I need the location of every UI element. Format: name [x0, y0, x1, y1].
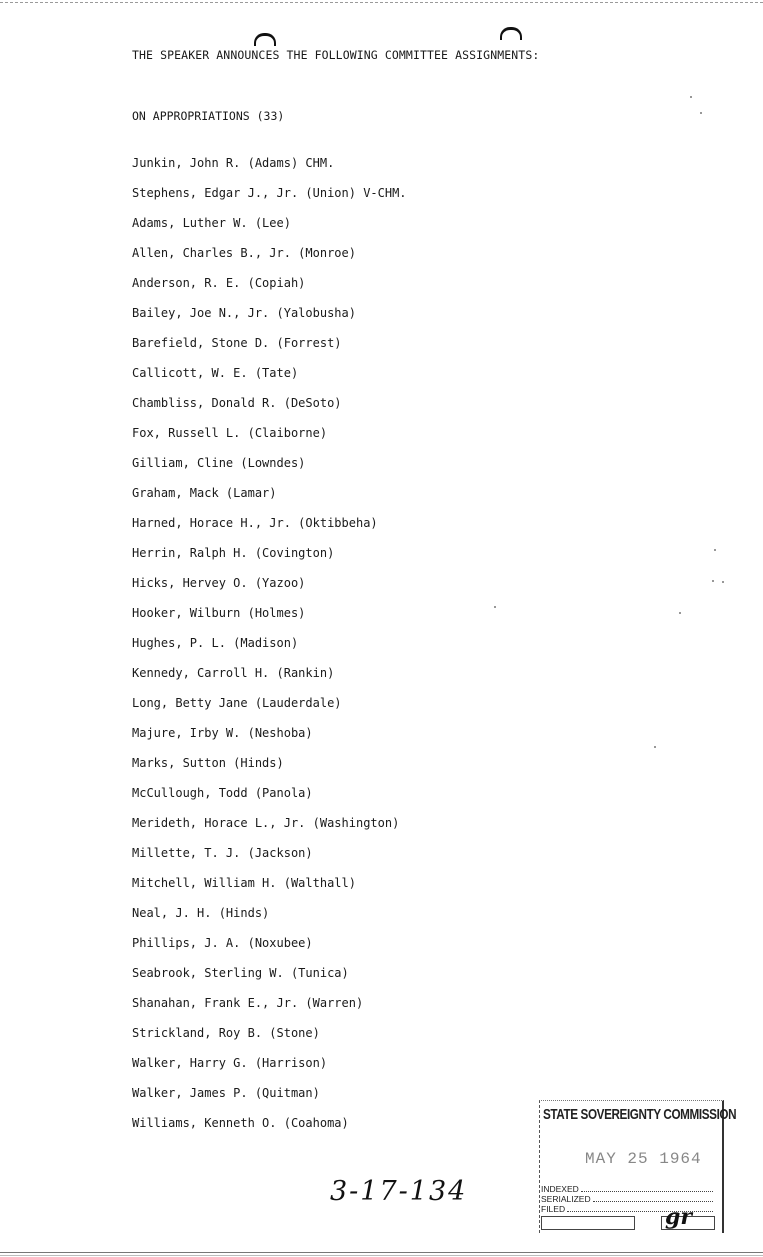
- member-entry: Adams, Luther W. (Lee): [132, 216, 291, 230]
- stamp-date: MAY 25 1964: [585, 1150, 702, 1168]
- member-entry: Callicott, W. E. (Tate): [132, 366, 299, 380]
- member-entry: Stephens, Edgar J., Jr. (Union) V-CHM.: [132, 186, 407, 200]
- member-entry: Anderson, R. E. (Copiah): [132, 276, 306, 290]
- announcement-heading: THE SPEAKER ANNOUNCES THE FOLLOWING COMMITTEE ASSIGNMENTS:: [132, 48, 540, 62]
- scan-speck: [654, 746, 656, 748]
- stamp-bottom-box: [541, 1216, 635, 1230]
- member-entry: Harned, Horace H., Jr. (Oktibbeha): [132, 516, 378, 530]
- member-entry: Walker, James P. (Quitman): [132, 1086, 320, 1100]
- member-entry: Walker, Harry G. (Harrison): [132, 1056, 328, 1070]
- member-entry: Hicks, Hervey O. (Yazoo): [132, 576, 306, 590]
- member-entry: Neal, J. H. (Hinds): [132, 906, 270, 920]
- stamp-title: STATE SOVEREIGNTY COMMISSION: [543, 1106, 737, 1123]
- stamp-field-label: INDEXED: [541, 1184, 579, 1194]
- member-entry: Marks, Sutton (Hinds): [132, 756, 284, 770]
- stamp-field-label: SERIALIZED: [541, 1194, 591, 1204]
- member-list: [132, 155, 407, 1145]
- scan-speck: [679, 612, 681, 614]
- member-entry: Merideth, Horace L., Jr. (Washington): [132, 816, 400, 830]
- commission-stamp: [537, 1094, 737, 1237]
- member-entry: Shanahan, Frank E., Jr. (Warren): [132, 996, 364, 1010]
- member-entry: Hooker, Wilburn (Holmes): [132, 606, 306, 620]
- member-entry: Mitchell, William H. (Walthall): [132, 876, 356, 890]
- member-entry: Chambliss, Donald R. (DeSoto): [132, 396, 342, 410]
- stamp-initials: gr: [665, 1204, 692, 1230]
- member-entry: Allen, Charles B., Jr. (Monroe): [132, 246, 356, 260]
- bottom-edge-line-secondary: [0, 1255, 763, 1256]
- member-entry: McCullough, Todd (Panola): [132, 786, 313, 800]
- scan-speck: [714, 549, 716, 551]
- margin-mark-left: [254, 33, 276, 46]
- member-entry: Millette, T. J. (Jackson): [132, 846, 313, 860]
- member-entry: Majure, Irby W. (Neshoba): [132, 726, 313, 740]
- member-entry: Barefield, Stone D. (Forrest): [132, 336, 342, 350]
- member-entry: Hughes, P. L. (Madison): [132, 636, 299, 650]
- member-entry: Junkin, John R. (Adams) CHM.: [132, 156, 335, 170]
- member-entry: Bailey, Joe N., Jr. (Yalobusha): [132, 306, 356, 320]
- committee-title: ON APPROPRIATIONS (33): [132, 109, 285, 123]
- scan-speck: [712, 580, 714, 582]
- member-entry: Phillips, J. A. (Noxubee): [132, 936, 313, 950]
- member-entry: Williams, Kenneth O. (Coahoma): [132, 1116, 349, 1130]
- member-entry: Graham, Mack (Lamar): [132, 486, 277, 500]
- member-entry: Long, Betty Jane (Lauderdale): [132, 696, 342, 710]
- member-entry: Strickland, Roy B. (Stone): [132, 1026, 320, 1040]
- member-entry: Seabrook, Sterling W. (Tunica): [132, 966, 349, 980]
- scan-speck: [690, 96, 692, 98]
- member-entry: Herrin, Ralph H. (Covington): [132, 546, 335, 560]
- top-edge-dashes: [0, 2, 763, 3]
- margin-mark-right: [500, 27, 522, 40]
- member-entry: Gilliam, Cline (Lowndes): [132, 456, 306, 470]
- stamp-field-indexed: [541, 1184, 713, 1194]
- member-entry: Fox, Russell L. (Claiborne): [132, 426, 328, 440]
- member-entry: Kennedy, Carroll H. (Rankin): [132, 666, 335, 680]
- handwritten-file-number: 3-17-134: [330, 1176, 468, 1207]
- scan-speck: [494, 606, 496, 608]
- stamp-field-label: FILED: [541, 1204, 566, 1214]
- stamp-field-serialized: [541, 1194, 713, 1204]
- bottom-edge-line: [0, 1252, 763, 1253]
- scan-speck: [722, 581, 724, 583]
- scan-speck: [700, 112, 702, 114]
